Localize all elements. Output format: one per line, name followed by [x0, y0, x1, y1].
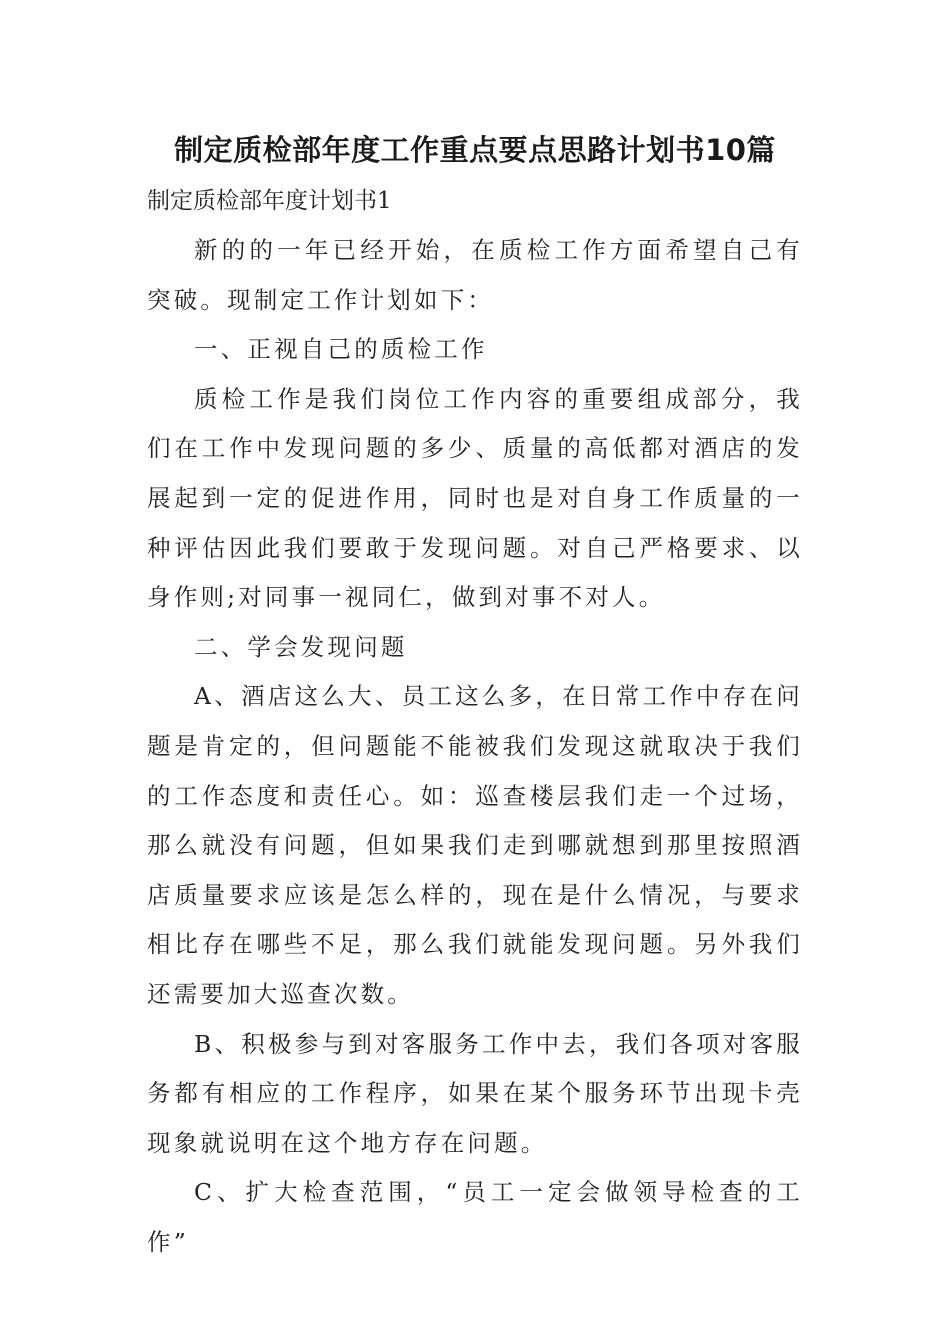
- section-heading-2: 二、学会发现问题: [194, 632, 408, 661]
- document-title: 制定质检部年度工作重点要点思路计划书10篇: [174, 133, 776, 167]
- section-heading: 制定质检部年度计划书1: [147, 188, 392, 214]
- body-paragraph: A、酒店这么大、员工这么多，在日常工作中存在问题是肯定的，但问题能不能被我们发现这就取决于我们的工作态度和责任心。如：巡查楼层我们走一个过场，那么就没有问题，但如果我们走到哪就想到那里按照酒店质量要求应该是怎么样的，现在是什么情况，与要求相比存在哪些不足，那么我们就能发现问题。另外我们还需要加大巡查次数。: [147, 682, 803, 1008]
- body-paragraph: B、积极参与到对客服务工作中去，我们各项对客服务都有相应的工作程序，如果在某个服务环节出现卡壳现象就说明在这个地方存在问题。: [147, 1029, 803, 1157]
- body-paragraph: C、扩大检查范围，“员工一定会做领导检查的工作”: [147, 1178, 803, 1256]
- section-heading-1: 一、正视自己的质检工作: [194, 335, 488, 364]
- document-body: [147, 226, 803, 1267]
- body-paragraph: 质检工作是我们岗位工作内容的重要组成部分，我们在工作中发现问题的多少、质量的高低都对酒店的发展起到一定的促进作用，同时也是对自身工作质量的一种评估因此我们要敢于发现问题。对自己严格要求、以身作则;对同事一视同仁，做到对事不对人。: [147, 384, 803, 612]
- body-paragraph: 新的的一年已经开始，在质检工作方面希望自己有突破。现制定工作计划如下：: [147, 236, 803, 314]
